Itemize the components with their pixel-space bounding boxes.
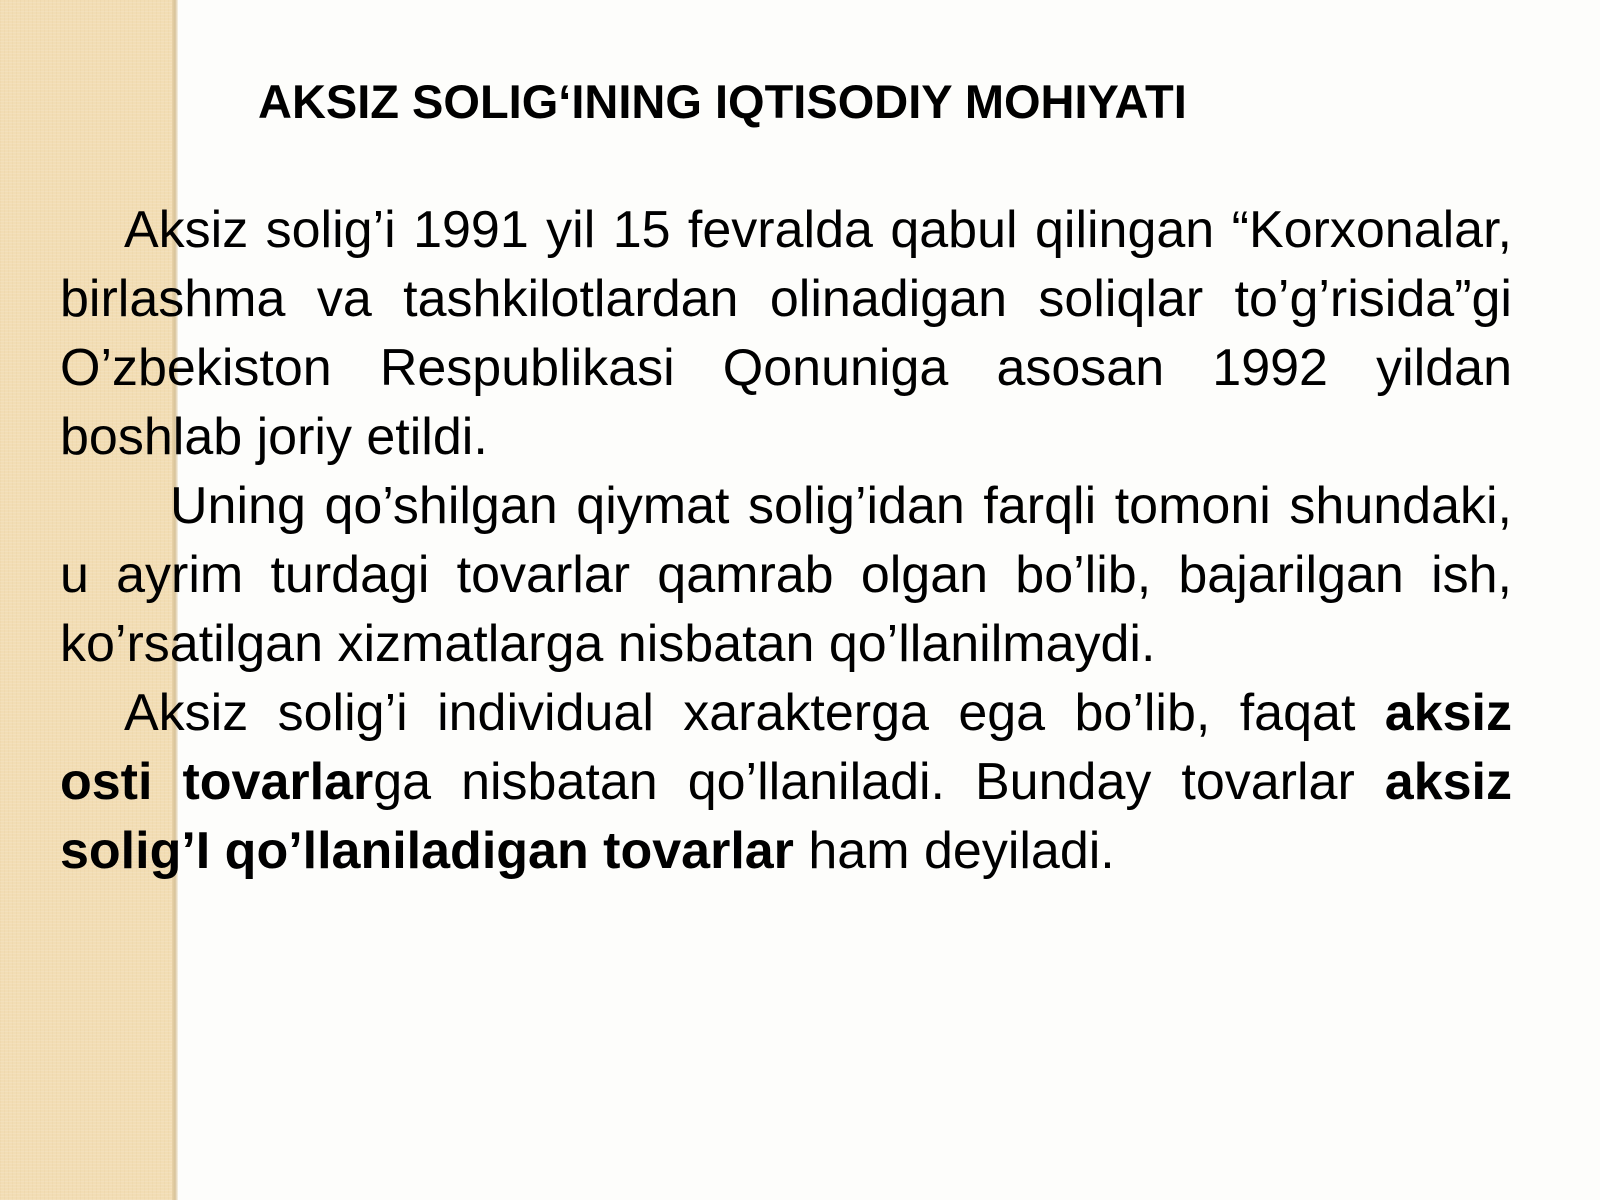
paragraph-3-text-3: ham deyiladi. [793,822,1115,880]
paragraph-3 [60,679,1512,886]
paragraph-3-text-2: ga nisbatan qo’llaniladi. Bunday tovarlar [373,753,1385,811]
paragraph-2: Uning qo’shilgan qiymat solig’idan farqli tomoni shundaki, u ayrim turdagi tovarlar qamrab olgan bo’lib, bajarilgan ish, ko’rsatilgan xizmatlarga nisbatan qo’llanilmaydi. [60,477,1512,673]
paragraph-3-bold-1: aksiz osti tovarlar [60,684,1512,811]
paragraph-1: Aksiz solig’i 1991 yil 15 fevralda qabul qilingan “Korxonalar, birlashma va tashkilotlardan olinadigan soliqlar to’g’risida”gi O’zbekiston Respublikasi Qonuniga asosan 1992 yildan boshlab joriy etildi. [60,201,1512,466]
paragraph-3-text-1: Aksiz solig’i individual xarakterga ega bo’lib, faqat [124,684,1385,742]
paragraph-3-bold-2: aksiz solig’I qo’llaniladigan tovarlar [60,753,1513,880]
slide-body [60,196,1512,886]
slide-title: AKSIZ SOLIG‘INING IQTISODIY MOHIYATI [258,75,1187,128]
